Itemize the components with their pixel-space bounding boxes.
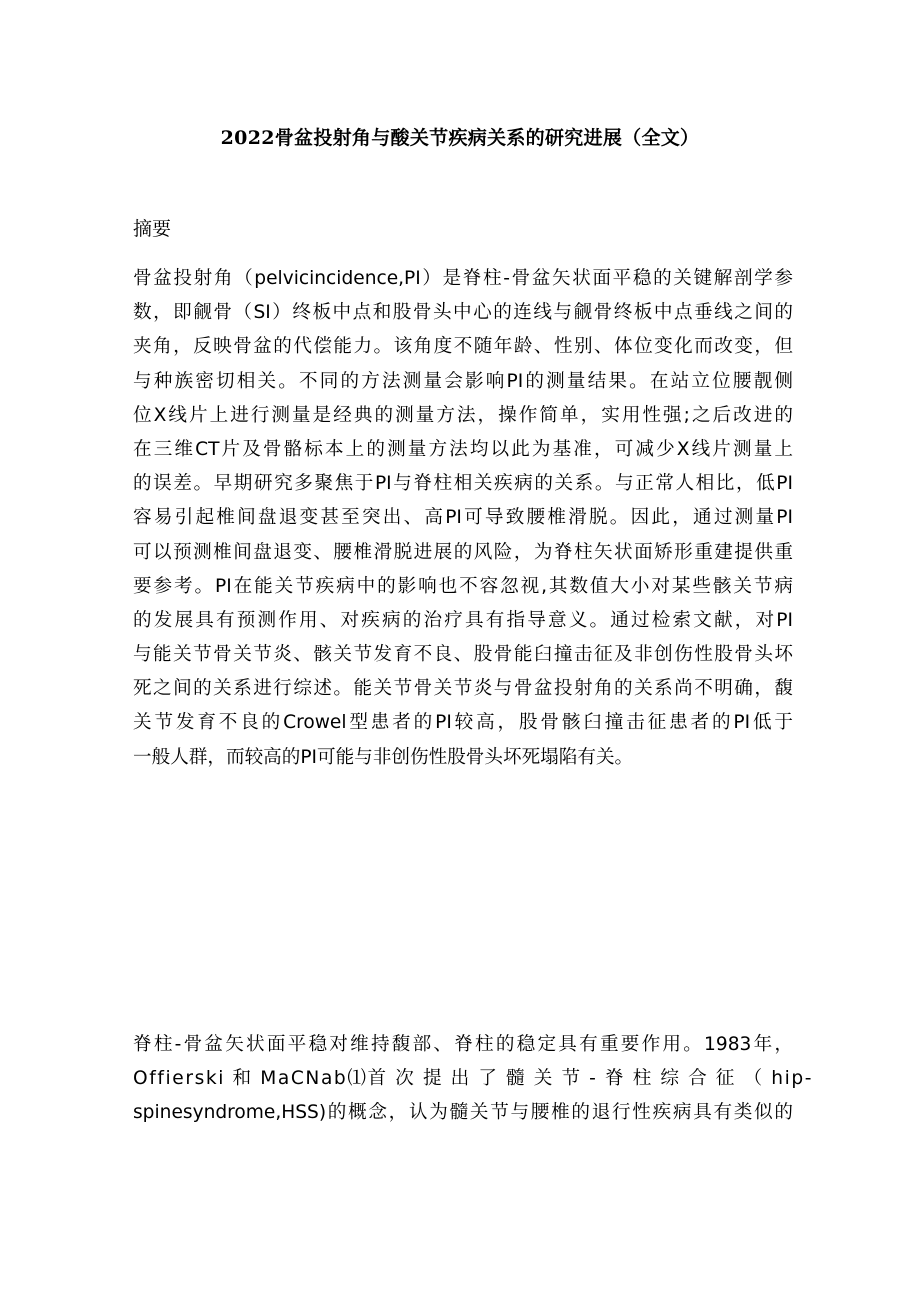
text-line: 可以预测椎间盘退变、腰椎滑脱进展的风险，为脊柱矢状面矫形重建提供重: [133, 541, 793, 563]
text-line: 的发展具有预测作用、对疾病的治疗具有指导意义。通过检索文献，对PI: [133, 609, 793, 631]
text-line: 要参考。PI在能关节疾病中的影响也不容忽视,其数值大小对某些骸关节病: [133, 575, 793, 597]
text-line: spinesyndrome,HSS)的概念，认为髓关节与腰椎的退行性疾病具有类似的: [133, 1102, 793, 1124]
document-title: 2022骨盆投射角与酸关节疾病关系的研究进展（全文）: [220, 127, 700, 149]
text-line: 位X线片上进行测量是经典的测量方法，操作简单，实用性强;之后改进的: [133, 404, 793, 426]
text-line: 骨盆投射角（pelvicincidence,PI）是脊柱-骨盆矢状面平稳的关键解剖学参: [133, 268, 793, 289]
text-line: 数，即觎骨（SI）终板中点和股骨头中心的连线与觎骨终板中点垂线之间的: [133, 302, 793, 324]
body-paragraph: [133, 1028, 814, 1131]
text-line: 夹角，反映骨盆的代偿能力。该角度不随年龄、性别、体位变化而改变，但: [133, 336, 793, 358]
text-line: 与种族密切相关。不同的方法测量会影响PI的测量结果。在站立位腰靓侧: [133, 370, 793, 392]
text-line: 的误差。早期研究多聚焦于PI与脊柱相关疾病的关系。与正常人相比，低PI: [133, 473, 793, 495]
abstract-paragraph: [133, 262, 793, 775]
text-line: 关节发育不良的Crowel型患者的PI较高，股骨骸臼撞击征患者的PI低于: [133, 712, 793, 734]
text-line: 一般人群，而较高的PI可能与非创伤性股骨头坏死塌陷有关。: [133, 746, 634, 768]
text-line: 脊柱-骨盆矢状面平稳对维持馥部、脊柱的稳定具有重要作用。1983年，: [133, 1034, 793, 1055]
text-line: 与能关节骨关节炎、骸关节发育不良、股骨能臼撞击征及非创伤性股骨头坏: [133, 644, 793, 666]
text-line: 容易引起椎间盘退变甚至突出、高PI可导致腰椎滑脱。因此，通过测量PI: [133, 507, 793, 529]
abstract-heading: 摘要: [133, 218, 172, 240]
text-line: 死之间的关系进行综述。能关节骨关节炎与骨盆投射角的关系尚不明确，馥: [133, 678, 793, 700]
text-line: 在三维CT片及骨骼标本上的测量方法均以此为基准，可减少X线片测量上: [133, 438, 793, 460]
text-line: Offierski 和 MaCNab⑴首 次 提 出 了 髓 关 节 - 脊 柱 综 合 征 （ hip-: [133, 1068, 814, 1090]
